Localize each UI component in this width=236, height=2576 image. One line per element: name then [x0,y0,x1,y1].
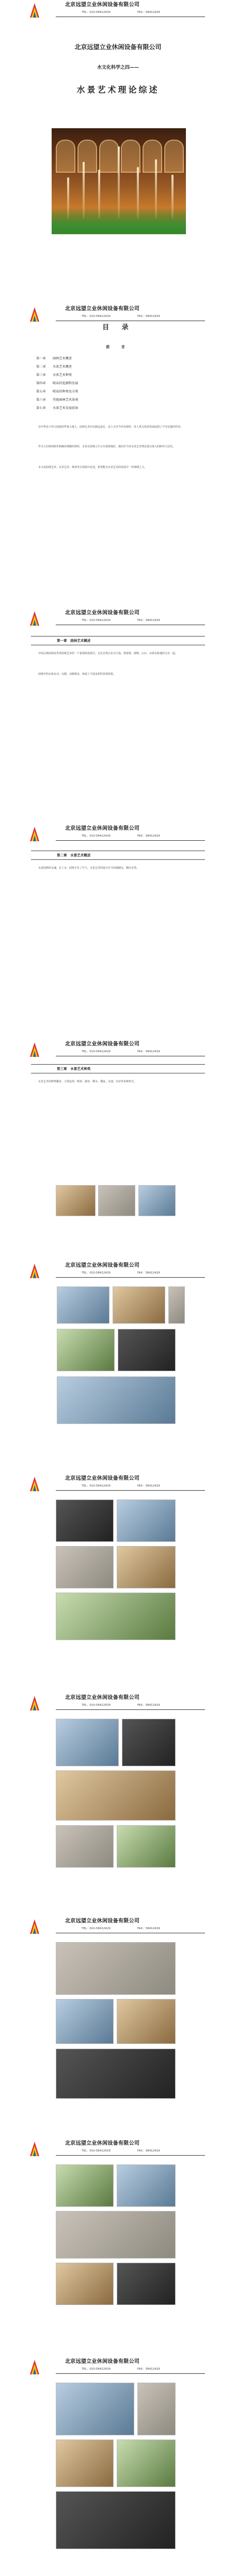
header-tel: TEL：010-58412429 [82,1271,111,1275]
chapter-paragraph: 水是园林的灵魂，有了水，园林才有了生气。水景艺术的设计应当因地制宜，顺应自然。 [38,867,139,870]
company-logo-icon [29,2141,40,2158]
photo [117,1546,176,1588]
header-company: 北京远望立业休闲设备有限公司 [65,2359,140,2365]
photo [56,2491,176,2549]
header-block [0,2358,236,2378]
header-fax: FAX：58412429 [137,315,160,318]
header-rule [56,2373,205,2374]
photo [57,1286,109,1324]
toc-item[interactable]: 第五章 喷泉的种类及分类 [36,390,78,393]
toc-item[interactable]: 第二章 水景艺术概述 [36,365,72,369]
toc-title: 目 录 [102,324,134,331]
header-fax: FAX：58412429 [137,835,160,838]
header-block [0,1,236,22]
company-logo-icon [29,610,40,628]
header-block [0,609,236,630]
header-block [0,825,236,845]
header-company: 北京远望立业休闲设备有限公司 [65,1476,140,1481]
header-block [0,2140,236,2160]
chapter-heading: 第三章 水景艺术种类 [31,1064,205,1073]
header-block [0,1475,236,1495]
photo [117,1499,176,1542]
preface-paragraph: 在中华这个伟大国度的华夏大地上，园林艺术历史源远流长，从上古至今代代相传，对人类文化的发展起到了不可估量的作用。 [38,426,183,429]
header-company: 北京远望立业休闲设备有限公司 [65,1263,140,1268]
header-block [0,1040,236,1061]
photo [117,2164,176,2207]
company-logo-icon [29,1695,40,1713]
company-logo-icon [29,1918,40,1936]
photo [98,1185,135,1216]
photo [57,1329,115,1371]
cover-company: 北京远望立业休闲设备有限公司 [74,43,162,51]
header-fax: FAX：58412429 [137,2368,160,2371]
header-tel: TEL：010-58412429 [82,1704,111,1707]
chapter-paragraph: 水景艺术的种类繁多，主要包括：喷泉、瀑布、叠水、溪流、水池、水帘等多种形式。 [38,1080,137,1083]
photo [168,1286,185,1324]
chapter-paragraph: 中国古典园林是世界园林艺术的一个重要组成部分，它以自然山水为主体，将建筑、植物、山石、水体有机地结合在一起。 [38,652,178,655]
photo [117,2263,176,2305]
header-fax: FAX：58412429 [137,2149,160,2153]
header-rule [56,840,205,841]
preface-paragraph: 作为人们休闲娱乐和陶冶情操的场所，水景在园林之中占有重要地位，我们应当对水景艺术理论进行深入的研究与总结。 [38,445,176,448]
header-fax: FAX：58412429 [137,11,160,14]
header-tel: TEL：010-58412429 [82,11,111,14]
photo [137,2383,176,2435]
photo [56,1546,114,1588]
photo [117,1825,176,1868]
header-rule [56,1490,205,1491]
header-company: 北京远望立业休闲设备有限公司 [65,2141,140,2146]
chapter-paragraph: 园林中的水体有动、有静，动静相宜，构成了丰富多彩的景观效果。 [38,673,116,676]
header-tel: TEL：010-58412429 [82,1484,111,1488]
header-fax: FAX：58412429 [137,1050,160,1053]
header-company: 北京远望立业休闲设备有限公司 [65,826,140,831]
photo [56,2211,176,2259]
company-logo-icon [29,826,40,843]
photo [138,1185,176,1216]
header-tel: TEL：010-58412429 [82,619,111,622]
header-fax: FAX：58412429 [137,1271,160,1275]
chapter-heading: 第二章 水景艺术概述 [31,851,205,860]
photo [56,1499,114,1542]
header-tel: TEL：010-58412429 [82,2149,111,2153]
header-tel: TEL：010-58412429 [82,2368,111,2371]
photo [113,1286,165,1324]
header-block [0,1694,236,1715]
photo [56,1593,176,1640]
company-logo-icon [29,2,40,20]
photo [56,1185,96,1216]
toc-preface: 前 言 [106,345,130,349]
header-fax: FAX：58412429 [137,1484,160,1488]
header-rule [56,2155,205,2156]
chapter-heading: 第一章 园林艺术概述 [31,636,205,645]
photo [118,1329,176,1371]
header-block [0,1917,236,1938]
header-rule [56,1709,205,1710]
toc-item[interactable]: 第六章 其他园林艺术景观 [36,398,78,402]
photo [117,1999,176,2044]
preface-paragraph: 本文从园林艺术、水景艺术、喷泉等方面展开论述，希望能为水景艺术的发展尽一份绵薄之力。 [38,466,147,469]
header-block [0,305,236,326]
cover-title: 水景艺术理论综述 [76,85,160,95]
header-rule [56,1277,205,1278]
header-tel: TEL：010-58412429 [82,1050,111,1053]
header-block [0,1262,236,1282]
photo [56,2164,114,2207]
header-company: 北京远望立业休闲设备有限公司 [65,610,140,616]
photo [56,1719,119,1766]
photo [56,2263,114,2305]
photo [56,1825,114,1868]
photo [56,2049,176,2099]
company-logo-icon [29,306,40,324]
header-tel: TEL：010-58412429 [82,315,111,318]
cover-fountain-image [52,128,186,234]
company-logo-icon [29,2359,40,2376]
photo [122,1719,176,1766]
header-fax: FAX：58412429 [137,619,160,622]
toc-item[interactable]: 第一章 园林艺术概述 [36,357,72,360]
company-logo-icon [29,1263,40,1280]
toc-item[interactable]: 第四章 喷泉的起源和发展 [36,382,78,385]
photo [56,1770,176,1821]
header-fax: FAX：58412429 [137,1927,160,1930]
photo [56,1942,176,1995]
cover-series: 水文化科学之四—— [97,65,139,70]
header-company: 北京远望立业休闲设备有限公司 [65,1695,140,1701]
photo [56,2383,134,2435]
photo [57,1376,176,1424]
header-company: 北京远望立业休闲设备有限公司 [65,1041,140,1047]
toc-item[interactable]: 第七章 水景艺术发展前景 [36,406,78,410]
photo [117,2439,176,2487]
header-tel: TEL：010-58412429 [82,835,111,838]
header-tel: TEL：010-58412429 [82,1927,111,1930]
photo [56,2439,114,2487]
header-company: 北京远望立业休闲设备有限公司 [65,2,140,8]
company-logo-icon [29,1041,40,1059]
company-logo-icon [29,1476,40,1493]
header-fax: FAX：58412429 [137,1704,160,1707]
toc-item[interactable]: 第三章 水景艺术种类 [36,373,72,377]
photo [56,1999,114,2044]
header-company: 北京远望立业休闲设备有限公司 [65,306,140,312]
header-company: 北京远望立业休闲设备有限公司 [65,1918,140,1924]
